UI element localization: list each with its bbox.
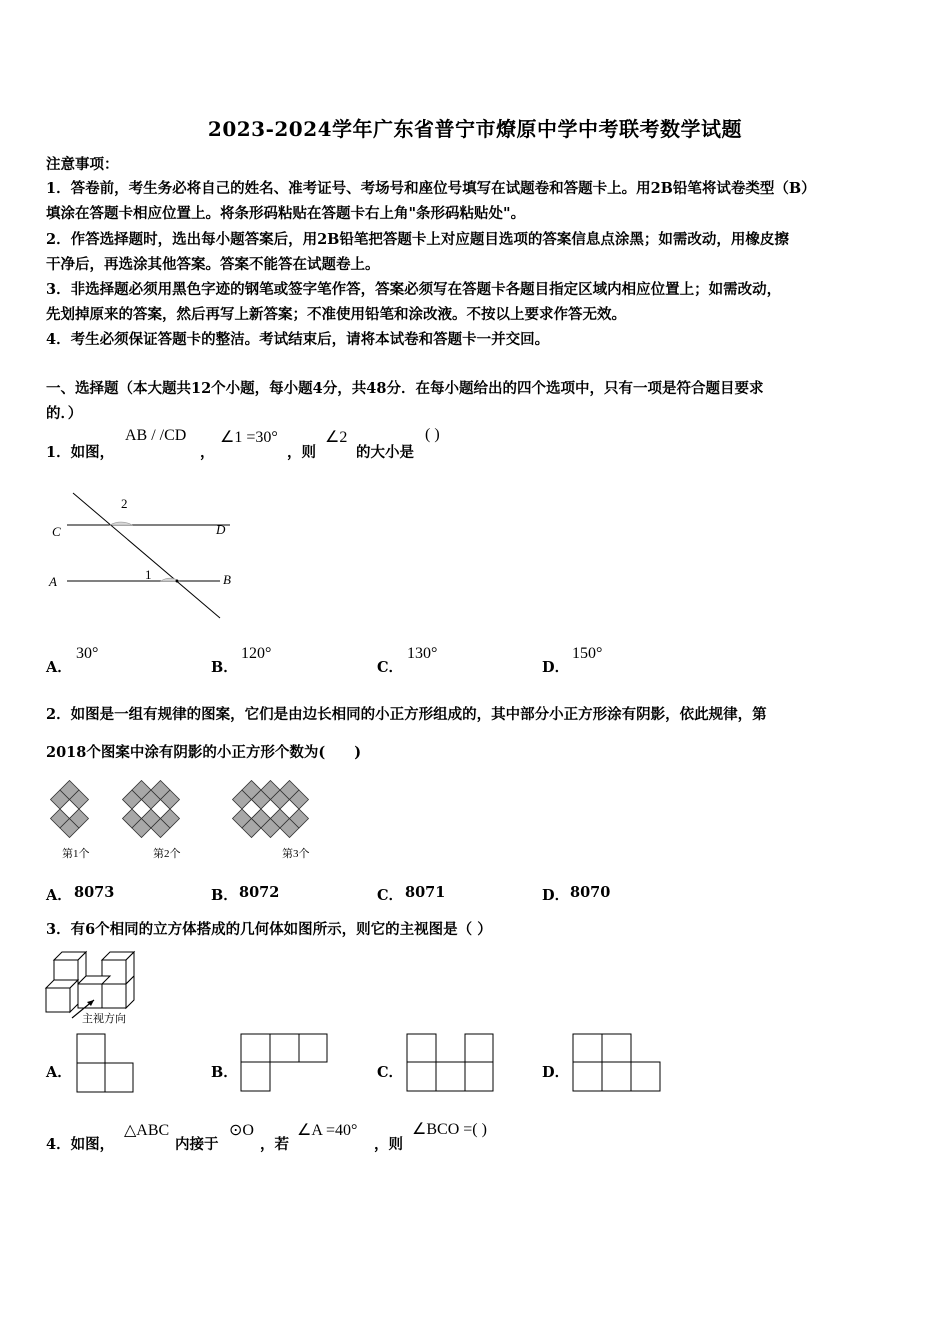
q1-expr-angle1: ∠1 =30° bbox=[220, 429, 278, 446]
label-a: A bbox=[49, 574, 57, 589]
notice-line: 4．考生必须保证答题卡的整洁。考试结束后，请将本试卷和答题卡一并交回。 bbox=[46, 331, 550, 348]
q1-expr-angle2: ∠2 bbox=[325, 429, 348, 446]
transversal bbox=[73, 493, 220, 618]
q4-expr-triangle: △ABC bbox=[124, 1122, 170, 1139]
q1-option-b-letter[interactable]: B． bbox=[211, 659, 238, 676]
q1-option-a-value: 30° bbox=[76, 645, 99, 662]
q2-option-a-letter[interactable]: A． bbox=[46, 887, 72, 904]
section-heading: 一、选择题（本大题共12个小题，每小题4分，共48分．在每小题给出的四个选项中，只有一项是符合题目要求 bbox=[46, 380, 764, 397]
q2-text-line1: 2．如图是一组有规律的图案，它们是由边长相同的小正方形组成的，其中部分小正方形涂有阴影，依此规律，第 bbox=[46, 706, 767, 723]
q2-text-line2: 2018个图案中涂有阴影的小正方形个数为( ) bbox=[46, 744, 362, 761]
q2-option-b-value: 8072 bbox=[239, 884, 280, 901]
q3-option-b-letter[interactable]: B． bbox=[211, 1064, 238, 1081]
q3-text: 3．有6个相同的立方体搭成的几何体如图所示，则它的主视图是（ ） bbox=[46, 921, 492, 938]
label-d: D bbox=[216, 522, 226, 537]
q2-option-d-value: 8070 bbox=[570, 884, 611, 901]
pattern-caption-3: 第3个 bbox=[282, 848, 310, 860]
cube bbox=[46, 988, 70, 1012]
label-b: B bbox=[223, 572, 231, 587]
cube bbox=[102, 984, 126, 1008]
q1-option-b-value: 120° bbox=[241, 645, 272, 662]
pattern-group bbox=[51, 781, 309, 838]
q1-option-c-value: 130° bbox=[407, 645, 438, 662]
label-c: C bbox=[52, 524, 61, 539]
intersection-dot bbox=[176, 580, 179, 583]
notice-line: 1．答卷前，考生务必将自己的姓名、准考证号、考场号和座位号填写在试题卷和答题卡上。用2B铅笔将试卷类型（B） bbox=[46, 180, 816, 197]
q3-option-d-letter[interactable]: D． bbox=[542, 1064, 570, 1081]
q3-option-d-figure bbox=[572, 1033, 664, 1095]
notice-line: 3．非选择题必须用黑色字迹的钢笔或签字笔作答，答案必须写在答题卡各题目指定区域内相应位置上；如需改动， bbox=[46, 281, 782, 298]
q1-figure bbox=[40, 488, 240, 623]
q3-option-a-figure bbox=[76, 1033, 138, 1095]
q3-option-b-figure bbox=[240, 1033, 332, 1095]
q4-expr-angle-bco: ∠BCO =( ) bbox=[412, 1121, 487, 1138]
q2-option-b-letter[interactable]: B． bbox=[211, 887, 238, 904]
section-heading-cont: 的．） bbox=[46, 405, 83, 422]
label-2: 2 bbox=[121, 496, 128, 511]
q1-option-c-letter[interactable]: C． bbox=[377, 659, 404, 676]
q3-option-c-figure bbox=[406, 1033, 498, 1095]
notice-line: 填涂在答题卡相应位置上。将条形码粘贴在答题卡右上角"条形码粘贴处"。 bbox=[46, 205, 526, 222]
notice-heading: 注意事项： bbox=[46, 156, 119, 173]
q2-option-c-value: 8071 bbox=[405, 884, 446, 901]
q2-pattern-figure bbox=[40, 773, 380, 868]
q2-option-a-value: 8073 bbox=[74, 884, 115, 901]
q1-suffix: 的大小是 bbox=[356, 444, 414, 461]
q4-mid1: 内接于 bbox=[175, 1136, 219, 1153]
q4-expr-angle-a: ∠A =40° bbox=[297, 1122, 358, 1139]
pattern-caption-1: 第1个 bbox=[62, 848, 90, 860]
q3-option-a-letter[interactable]: A． bbox=[46, 1064, 72, 1081]
q1-sep: ， bbox=[200, 444, 215, 461]
label-1: 1 bbox=[145, 567, 152, 582]
notice-line: 干净后，再选涂其他答案。答案不能答在试题卷上。 bbox=[46, 256, 380, 273]
q3-cube-figure bbox=[44, 948, 144, 1026]
angle-2-arc bbox=[110, 522, 132, 525]
q2-option-d-letter[interactable]: D． bbox=[542, 887, 570, 904]
pattern-caption-2: 第2个 bbox=[153, 848, 181, 860]
q1-prefix: 1．如图， bbox=[46, 444, 115, 461]
q2-option-c-letter[interactable]: C． bbox=[377, 887, 404, 904]
q1-option-d-value: 150° bbox=[572, 645, 603, 662]
page-title: 2023-2024学年广东省普宁市燎原中学中考联考数学试题 bbox=[207, 117, 743, 141]
q1-mid: ，则 bbox=[287, 444, 316, 461]
q1-expr-parallel: AB / /CD bbox=[125, 427, 187, 444]
q1-option-a-letter[interactable]: A． bbox=[46, 659, 72, 676]
notice-line: 2．作答选择题时，选出每小题答案后，用2B铅笔把答题卡上对应题目选项的答案信息点涂黑；如需改动，用橡皮擦 bbox=[46, 231, 789, 248]
q3-option-c-letter[interactable]: C． bbox=[377, 1064, 404, 1081]
view-direction-label: 主视方向 bbox=[82, 1013, 126, 1025]
q4-prefix: 4．如图， bbox=[46, 1136, 115, 1153]
q1-option-d-letter[interactable]: D． bbox=[542, 659, 570, 676]
q1-paren: ( ) bbox=[425, 426, 440, 443]
notice-line: 先划掉原来的答案，然后再写上新答案；不准使用铅笔和涂改液。不按以上要求作答无效。 bbox=[46, 306, 626, 323]
q4-expr-circle: ⊙O bbox=[229, 1122, 254, 1139]
q4-mid3: ，则 bbox=[374, 1136, 403, 1153]
q4-mid2: ，若 bbox=[260, 1136, 289, 1153]
